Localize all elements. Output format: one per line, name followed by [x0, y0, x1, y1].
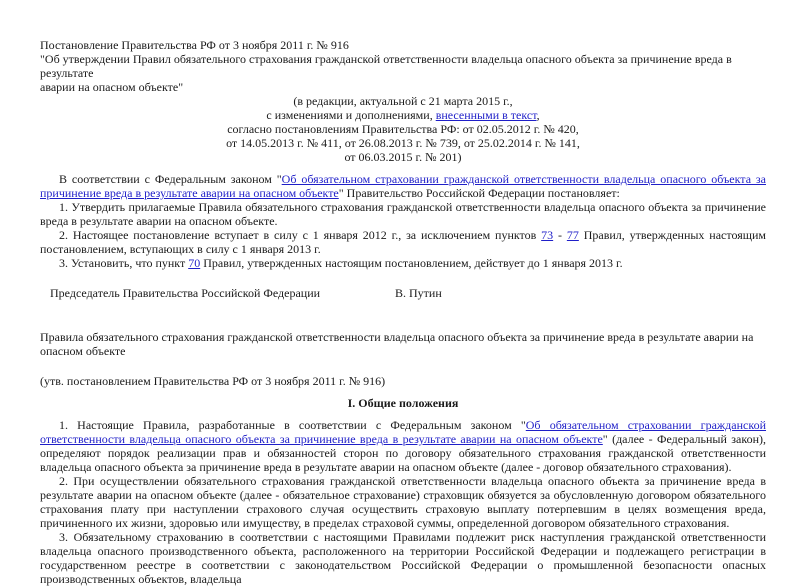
- signature-position: Председатель Правительства Российской Федерации: [50, 286, 321, 300]
- edition-line-3: согласно постановлениям Правительства РФ: от 02.05.2012 г. № 420,: [227, 122, 579, 136]
- rules-paragraph-3: 3. Обязательному страхованию в соответствии с настоящими Правилами подлежит риск наступления гражданской ответственности владельца опасного производственного объекта, расположенного на территории Российской Федерации и подлежащего регистрации в государственном реестре в соответствии с законодательством Российской Федерации о промышленной безопасности опасных производственных объектов, владельца: [40, 530, 766, 586]
- federal-law-link[interactable]: Об обязательном страховании гражданской ответственности владельца опасного объекта за причинение вреда в результате аварии на опасном объекте: [40, 172, 766, 200]
- rules-paragraph-2: 2. При осуществлении обязательного страхования гражданской ответственности владельца опасного объекта за причинение вреда в результате аварии на опасном объекте (далее - обязательное страхование) страховщик обязуется за обусловленную договором обязательного страхования плату при наступлении страхового случая осуществить страховую выплату потерпевшим в целях возмещения вреда, причиненного их жизни, здоровью или имуществу, в пределах страховой суммы, определенной договором обязательного страхования.: [40, 474, 766, 530]
- document-subject-line-1: "Об утверждении Правил обязательного страхования гражданской ответственности владельца опасного объекта за причинение вреда в результате: [40, 52, 732, 80]
- edition-line-4: от 14.05.2013 г. № 411, от 26.08.2013 г. № 739, от 25.02.2014 г. № 141,: [226, 136, 580, 150]
- order-item-2-text-before: 2. Настоящее постановление вступает в силу с 1 января 2012 г., за исключением пунктов: [59, 228, 542, 242]
- rules-federal-law-link[interactable]: Об обязательном страховании гражданской ответственности владельца опасного объекта за причинение вреда в результате аварии на опасном объекте: [40, 418, 767, 446]
- order-item-1: 1. Утвердить прилагаемые Правила обязательного страхования гражданской ответственности владельца опасного объекта за причинение вреда в результате аварии на опасном объекте.: [40, 200, 766, 228]
- order-item-3-text-after: Правил, утвержденных настоящим постановлением, действует до 1 января 2013 г.: [200, 256, 623, 270]
- rules-title: Правила обязательного страхования гражданской ответственности владельца опасного объекта за причинение вреда в результате аварии на опасном объекте: [40, 330, 754, 358]
- item-73-link[interactable]: 73: [541, 228, 554, 242]
- rules-paragraph-1-text-after: " (далее - Федеральный закон), определяют порядок реализации прав и обязанностей сторон по договору обязательного страхования гражданской ответственности владельца опасного объекта за причинение вреда в результате аварии на опасном объекте (далее - договор обязательного страхования).: [40, 432, 766, 474]
- document-subject-line-2: аварии на опасном объекте": [40, 80, 184, 94]
- document-subject: [40, 52, 766, 94]
- order-item-2-dash: -: [553, 228, 567, 242]
- edition-note: [40, 94, 766, 164]
- edition-line-2: [40, 108, 766, 122]
- edition-line-1: (в редакции, актуальной с 21 марта 2015 г.,: [293, 94, 513, 108]
- edition-line-2-comma: ,: [536, 108, 540, 122]
- rules-paragraph-1-text-before: 1. Настоящие Правила, разработанные в соответствии с Федеральным законом ": [59, 418, 526, 432]
- edition-line-2-text: с изменениями и дополнениями,: [266, 108, 436, 122]
- order-item-3-text-before: 3. Установить, что пункт: [59, 256, 189, 270]
- item-77-link[interactable]: 77: [566, 228, 579, 242]
- preamble: [40, 172, 766, 200]
- document-page: [40, 38, 766, 586]
- order-item-2-text-after: Правил, утвержденных настоящим постановлением, вступающих в силу с 1 января 2013 г.: [40, 228, 766, 256]
- rules-approval-note: (утв. постановлением Правительства РФ от 3 ноября 2011 г. № 916): [40, 374, 386, 388]
- edition-line-5: от 06.03.2015 г. № 201): [344, 150, 462, 164]
- section-heading: I. Общие положения: [347, 396, 459, 410]
- preamble-text-before: В соответствии с Федеральным законом ": [59, 172, 282, 186]
- order-item-3: [40, 256, 766, 270]
- order-item-2: [40, 228, 766, 256]
- document-title: Постановление Правительства РФ от 3 ноября 2011 г. № 916: [40, 38, 349, 52]
- amendments-link[interactable]: внесенными в текст: [435, 108, 537, 122]
- signature-name: В. Путин: [395, 286, 442, 300]
- item-70-link[interactable]: 70: [188, 256, 201, 270]
- signature-block: [50, 286, 766, 300]
- rules-paragraph-1: [40, 418, 766, 474]
- preamble-text-after: " Правительство Российской Федерации постановляет:: [338, 186, 620, 200]
